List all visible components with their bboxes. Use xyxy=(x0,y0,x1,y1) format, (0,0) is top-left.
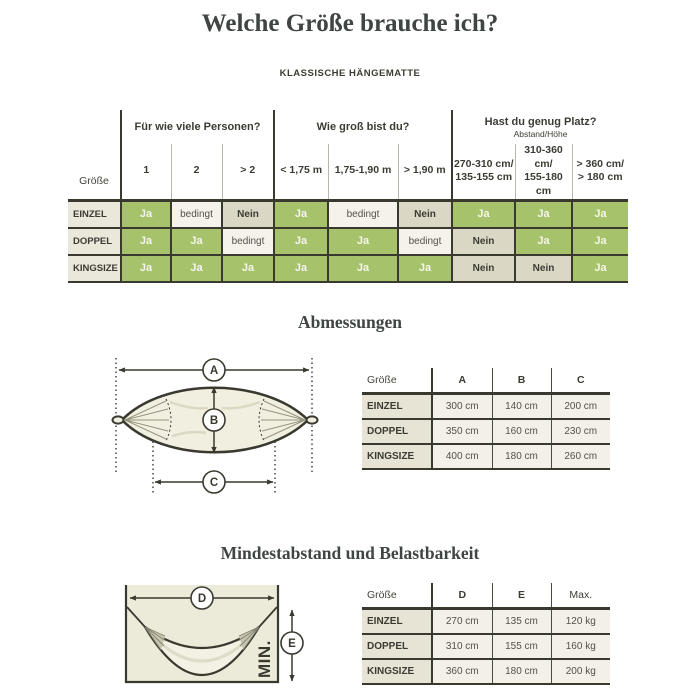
column-header: D xyxy=(432,583,492,609)
dim-label-d xyxy=(191,587,213,609)
group-header-sublabel: Abstand/Höhe xyxy=(513,128,568,139)
column-header-line: < 1,75 m xyxy=(280,164,323,177)
svg-text:A: A xyxy=(209,365,219,377)
header-row xyxy=(362,368,610,394)
suitability-cell: Ja xyxy=(171,255,222,282)
suitability-cell: Ja xyxy=(398,255,452,282)
page-title: Welche Größe brauche ich? xyxy=(201,10,499,37)
column-header-line: > 1,90 m xyxy=(403,164,446,177)
column-header xyxy=(452,144,515,200)
suitability-cell: Nein xyxy=(452,255,515,282)
suitability-cell: Ja xyxy=(121,255,171,282)
value-cell: 180 cm xyxy=(492,444,551,469)
dim-label-a xyxy=(203,359,225,381)
table-row-doppel xyxy=(68,228,628,255)
suitability-cell: bedingt xyxy=(171,200,222,228)
hammock-top-view-diagram xyxy=(108,350,322,502)
column-header: B xyxy=(492,368,551,394)
suitability-cell: Ja xyxy=(452,200,515,228)
suitability-cell: Ja xyxy=(572,200,628,228)
row-label: KINGSIZE xyxy=(68,255,121,282)
suitability-cell: Ja xyxy=(274,228,328,255)
table-caption: KLASSISCHE HÄNGEMATTE xyxy=(279,68,421,79)
header-column-row xyxy=(68,144,628,200)
size-table-body xyxy=(68,200,628,282)
column-header-line: 135-155 cm xyxy=(455,171,513,184)
column-header xyxy=(222,144,274,200)
section-title-min-distance: Mindestabstand und Belastbarkeit xyxy=(220,543,480,563)
value-cell: 200 kg xyxy=(551,659,610,684)
svg-text:C: C xyxy=(209,477,219,489)
suitability-cell: Ja xyxy=(171,228,222,255)
row-label: DOPPEL xyxy=(68,228,121,255)
group-header-label: Wie groß bist du? xyxy=(316,121,410,133)
row-label: DOPPEL xyxy=(362,419,432,444)
group-header-1 xyxy=(121,110,274,144)
row-label: EINZEL xyxy=(362,609,432,635)
suitability-cell: Ja xyxy=(222,255,274,282)
dimensions-table xyxy=(362,368,610,470)
table-row-kingsize xyxy=(362,444,610,469)
dimensions-table-header xyxy=(362,368,610,394)
column-header-line: 155-180 cm xyxy=(524,171,563,197)
table-row-doppel xyxy=(362,634,610,659)
column-header: Max. xyxy=(551,583,610,609)
min-distance-table xyxy=(362,583,610,685)
min-distance-table-body xyxy=(362,609,610,685)
column-header-line: 1 xyxy=(143,164,150,177)
suitability-cell: bedingt xyxy=(398,228,452,255)
suitability-cell: Nein xyxy=(398,200,452,228)
row-label: KINGSIZE xyxy=(362,659,432,684)
value-cell: 160 kg xyxy=(551,634,610,659)
header-group-row xyxy=(68,110,628,144)
suitability-cell: Ja xyxy=(515,200,572,228)
svg-text:E: E xyxy=(288,638,296,650)
suitability-cell: Ja xyxy=(328,228,398,255)
column-header-line: 1,75-1,90 m xyxy=(334,164,392,177)
column-header-line: > 360 cm/ xyxy=(576,157,625,170)
column-header: E xyxy=(492,583,551,609)
min-distance-table-header xyxy=(362,583,610,609)
column-header: A xyxy=(432,368,492,394)
suitability-cell: Ja xyxy=(515,228,572,255)
column-header: Größe xyxy=(362,583,432,609)
group-header-label: Hast du genug Platz? xyxy=(484,115,597,128)
suitability-cell: Ja xyxy=(328,255,398,282)
value-cell: 155 cm xyxy=(492,634,551,659)
suitability-cell: Ja xyxy=(121,228,171,255)
group-header-label: Für wie viele Personen? xyxy=(134,121,261,133)
header-row xyxy=(362,583,610,609)
group-header-3 xyxy=(452,110,628,144)
suitability-cell: Ja xyxy=(572,228,628,255)
column-header xyxy=(398,144,452,200)
size-recommendation-table xyxy=(68,110,628,283)
column-header-line: 270-310 cm/ xyxy=(453,157,514,170)
value-cell: 310 cm xyxy=(432,634,492,659)
value-cell: 300 cm xyxy=(432,394,492,420)
suitability-cell: Nein xyxy=(515,255,572,282)
column-header xyxy=(515,144,572,200)
size-table-header xyxy=(68,110,628,200)
column-header xyxy=(274,144,328,200)
row-label: DOPPEL xyxy=(362,634,432,659)
suitability-cell: Nein xyxy=(452,228,515,255)
table-row-einzel xyxy=(362,394,610,420)
suitability-cell: bedingt xyxy=(328,200,398,228)
suitability-cell: Ja xyxy=(121,200,171,228)
svg-text:B: B xyxy=(209,415,219,427)
dimensions-table-body xyxy=(362,394,610,470)
end-loop-left xyxy=(113,416,124,423)
dim-label-b xyxy=(203,409,225,431)
suitability-cell: Nein xyxy=(222,200,274,228)
row-label: EINZEL xyxy=(362,394,432,420)
suitability-cell: Ja xyxy=(274,200,328,228)
value-cell: 135 cm xyxy=(492,609,551,635)
value-cell: 270 cm xyxy=(432,609,492,635)
row-label: EINZEL xyxy=(68,200,121,228)
column-header-line: 2 xyxy=(193,164,200,177)
value-cell: 200 cm xyxy=(551,394,610,420)
value-cell: 400 cm xyxy=(432,444,492,469)
column-header xyxy=(328,144,398,200)
row-label: KINGSIZE xyxy=(362,444,432,469)
column-header xyxy=(171,144,222,200)
value-cell: 230 cm xyxy=(551,419,610,444)
column-header-line: > 2 xyxy=(240,164,256,177)
value-cell: 180 cm xyxy=(492,659,551,684)
column-header-line: 310-360 cm/ xyxy=(524,144,563,170)
table-row-einzel xyxy=(362,609,610,635)
end-loop-right xyxy=(307,416,318,423)
suitability-cell: Ja xyxy=(274,255,328,282)
svg-text:D: D xyxy=(197,593,207,605)
table-row-kingsize xyxy=(68,255,628,282)
column-header xyxy=(121,144,171,200)
section-title-dimensions: Abmessungen xyxy=(297,312,403,332)
min-label: MIN. xyxy=(255,640,274,678)
dim-label-c xyxy=(203,471,225,493)
value-cell: 120 kg xyxy=(551,609,610,635)
table-row-einzel xyxy=(68,200,628,228)
value-cell: 160 cm xyxy=(492,419,551,444)
suitability-cell: bedingt xyxy=(222,228,274,255)
dim-label-e xyxy=(281,632,303,654)
table-row-doppel xyxy=(362,419,610,444)
value-cell: 350 cm xyxy=(432,419,492,444)
column-header xyxy=(572,144,628,200)
value-cell: 360 cm xyxy=(432,659,492,684)
value-cell: 260 cm xyxy=(551,444,610,469)
column-header: C xyxy=(551,368,610,394)
group-header-2 xyxy=(274,110,452,144)
column-header-groesse: Größe xyxy=(68,110,121,200)
column-header: Größe xyxy=(362,368,432,394)
suitability-cell: Ja xyxy=(572,255,628,282)
table-row-kingsize xyxy=(362,659,610,684)
column-header-line: > 180 cm xyxy=(577,171,623,184)
value-cell: 140 cm xyxy=(492,394,551,420)
hammock-side-view-diagram xyxy=(108,577,320,697)
